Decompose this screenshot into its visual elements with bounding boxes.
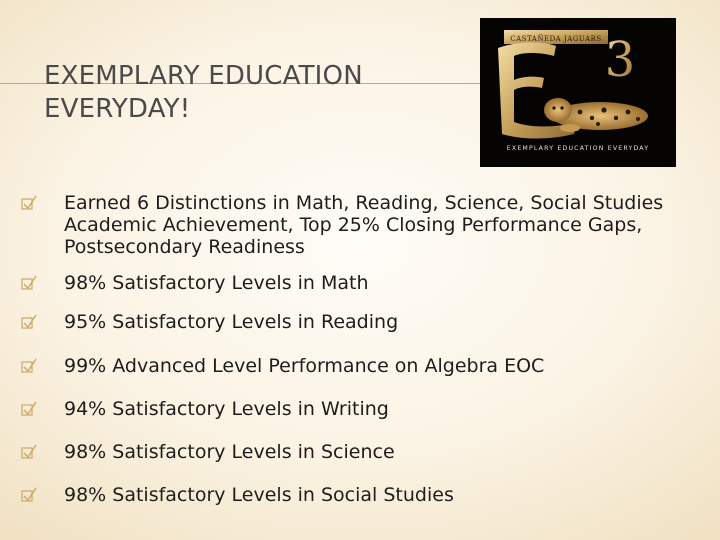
jaguar-head <box>544 98 572 122</box>
slide-title-line-2: EVERYDAY! <box>44 94 191 124</box>
bullet-text: 94% Satisfactory Levels in Writing <box>64 398 389 420</box>
slide-title <box>44 60 424 126</box>
checkmark-box-icon <box>20 486 38 504</box>
slide-title-line-1: EXEMPLARY EDUCATION <box>44 61 363 91</box>
checkmark-box-icon <box>20 400 38 418</box>
checkmark-box-icon <box>20 313 38 331</box>
bullet-text: 99% Advanced Level Performance on Algebra EOC <box>64 355 545 377</box>
bullet-text: 95% Satisfactory Levels in Reading <box>64 311 399 333</box>
logo-numeral: 3 <box>604 32 636 88</box>
school-logo <box>480 18 676 167</box>
logo-tagline: EXEMPLARY EDUCATION EVERYDAY <box>506 145 650 152</box>
bullet-text: 98% Satisfactory Levels in Science <box>64 441 395 463</box>
checkmark-box-icon <box>20 357 38 375</box>
bullet-text: 98% Satisfactory Levels in Math <box>64 272 369 294</box>
checkmark-box-icon <box>20 274 38 292</box>
checkmark-box-icon <box>20 194 38 212</box>
logo-top-text: CASTAÑEDA JAGUARS <box>510 35 602 43</box>
bullet-text: 98% Satisfactory Levels in Social Studies <box>64 484 454 506</box>
bullet-text: Earned 6 Distinctions in Math, Reading, Science, Social Studies Academic Achievement, Top 25% Closing Performance Gaps, Postsecondary Readiness <box>64 192 664 258</box>
checkmark-box-icon <box>20 443 38 461</box>
jaguar-paw <box>560 124 580 132</box>
